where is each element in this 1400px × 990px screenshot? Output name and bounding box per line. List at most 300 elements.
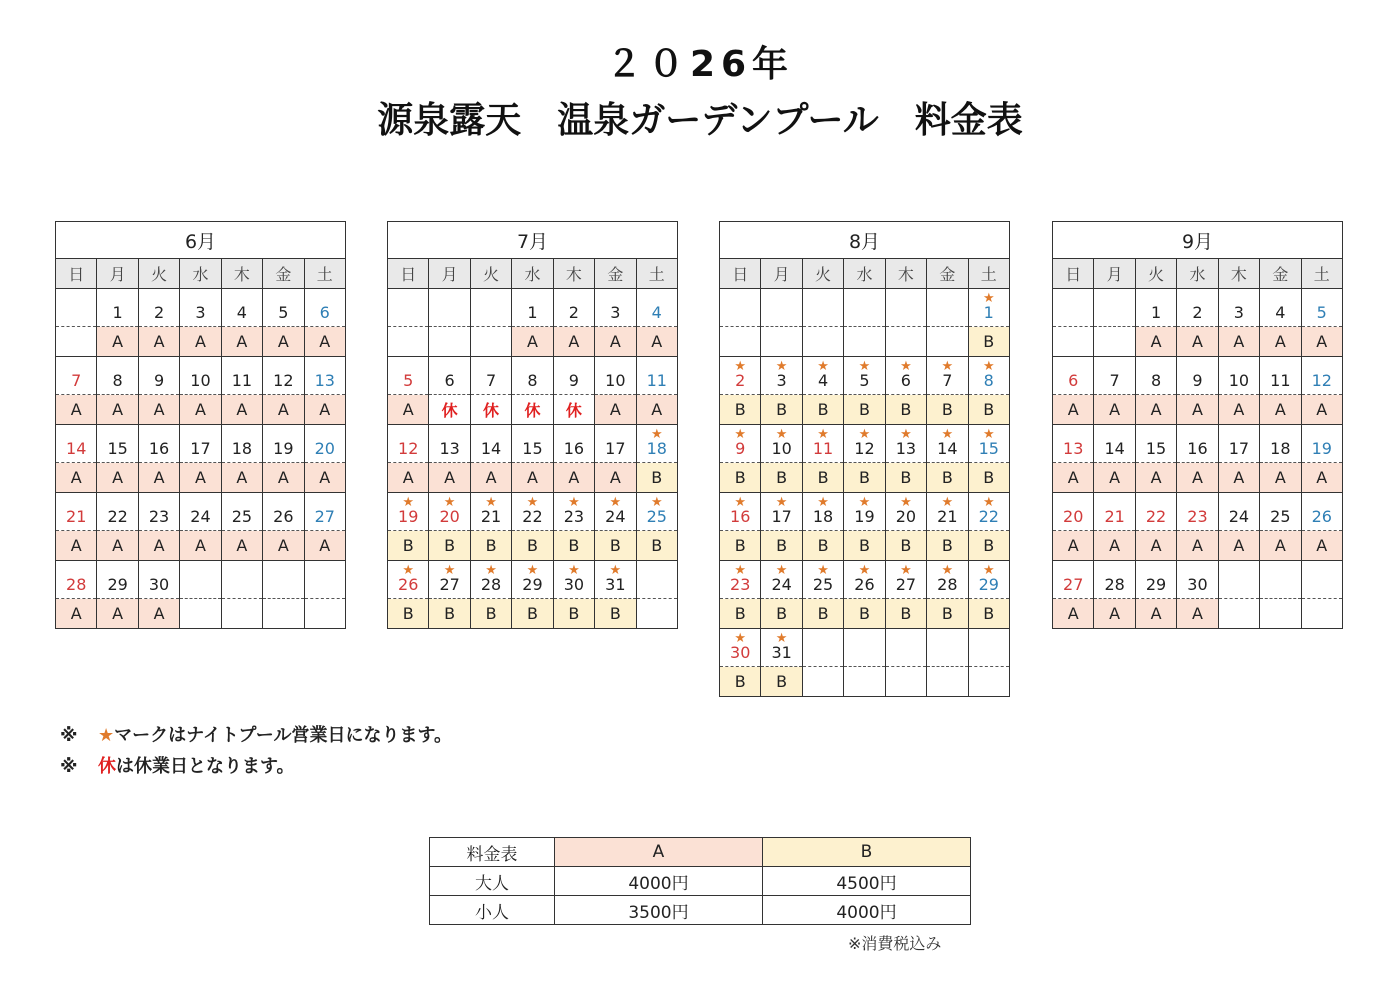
day-number: [803, 662, 843, 666]
date-cell: [761, 289, 802, 327]
date-cell: [1177, 561, 1218, 599]
fee-cell: A: [595, 463, 636, 493]
fee-cell: A: [1260, 531, 1301, 561]
fee-cell: [968, 667, 1009, 697]
note-night-pool: [60, 723, 452, 754]
fee-cell: B: [470, 599, 511, 629]
date-cell: [761, 425, 802, 463]
day-number: [222, 594, 262, 598]
date-row: [56, 357, 346, 395]
month-header-row: [388, 222, 678, 259]
day-number: 16: [1187, 439, 1208, 458]
date-cell: [720, 561, 761, 599]
date-cell: [138, 561, 179, 599]
day-number: 12: [273, 371, 294, 390]
day-number: 4: [1275, 303, 1286, 322]
date-cell: [802, 561, 843, 599]
fee-cell: A: [263, 327, 304, 357]
fee-cell: 休: [512, 395, 553, 425]
day-number: 17: [771, 507, 792, 526]
star-icon: ★: [775, 495, 788, 510]
weekday-row: [720, 259, 1010, 289]
day-number: 7: [71, 371, 82, 390]
fee-cell: A: [263, 395, 304, 425]
date-cell: [1094, 289, 1135, 327]
star-icon: ★: [900, 563, 912, 578]
star-icon: ★: [526, 563, 539, 578]
weekday-cell: 水: [512, 259, 553, 289]
date-cell: [636, 289, 677, 327]
date-cell: [56, 493, 97, 531]
fee-cell: [1301, 599, 1342, 629]
date-cell: [927, 561, 968, 599]
weekday-cell: 月: [97, 259, 138, 289]
day-number: 10: [190, 371, 211, 390]
day-number: 2: [1192, 303, 1203, 322]
star-icon: ★: [402, 495, 415, 510]
weekday-cell: 木: [1218, 259, 1259, 289]
day-number: 24: [771, 575, 792, 594]
weekday-cell: 金: [1260, 259, 1301, 289]
day-number: 29: [1145, 575, 1167, 594]
month-label: 6月: [56, 222, 346, 259]
date-cell: [429, 561, 470, 599]
fee-row: [1053, 327, 1343, 357]
fee-cell: A: [1053, 599, 1094, 629]
fee-cell: A: [1053, 463, 1094, 493]
date-row: [1053, 289, 1343, 327]
fee-cell: A: [304, 531, 345, 561]
price-b-value: 4500円: [763, 867, 971, 896]
star-icon: ★: [982, 427, 995, 442]
day-number: [388, 322, 428, 326]
date-cell: [595, 289, 636, 327]
day-number: 3: [195, 303, 206, 322]
day-number: 18: [646, 439, 667, 458]
fee-cell: A: [1260, 327, 1301, 357]
day-number: 22: [107, 507, 128, 526]
date-cell: [470, 493, 511, 531]
fee-cell: B: [885, 531, 926, 561]
date-cell: [1260, 357, 1301, 395]
day-number: 18: [231, 439, 253, 458]
star-icon: ★: [775, 563, 788, 578]
weekday-cell: 水: [844, 259, 885, 289]
month-label: 8月: [720, 222, 1010, 259]
date-cell: [1260, 561, 1301, 599]
day-number: 18: [1270, 439, 1291, 458]
fee-cell: A: [429, 463, 470, 493]
date-cell: [761, 629, 802, 667]
fee-cell: B: [761, 599, 802, 629]
fee-row: [720, 395, 1010, 425]
day-number: 8: [1150, 371, 1162, 390]
fee-cell: A: [304, 327, 345, 357]
date-cell: [263, 425, 304, 463]
fee-cell: A: [1177, 327, 1218, 357]
fee-cell: B: [802, 599, 843, 629]
fee-cell: [802, 327, 843, 357]
date-cell: [802, 289, 843, 327]
fee-cell: A: [553, 463, 594, 493]
fee-cell: A: [1301, 327, 1342, 357]
day-number: 20: [895, 507, 917, 526]
fee-cell: B: [844, 395, 885, 425]
fee-cell: A: [1135, 599, 1176, 629]
fee-cell: B: [553, 531, 594, 561]
date-row: [56, 425, 346, 463]
day-number: 22: [522, 507, 543, 526]
fee-row: [388, 395, 678, 425]
date-cell: [1301, 493, 1342, 531]
calendar-table: [719, 221, 1010, 697]
fee-cell: B: [761, 531, 802, 561]
star-icon: ★: [817, 563, 829, 578]
fee-cell: A: [138, 327, 179, 357]
date-cell: [1053, 493, 1094, 531]
star-icon: ★: [568, 563, 580, 578]
date-row: [720, 561, 1010, 599]
fee-cell: B: [885, 395, 926, 425]
star-icon: ★: [734, 563, 747, 578]
day-number: 20: [314, 439, 335, 458]
date-cell: [595, 493, 636, 531]
date-cell: [636, 357, 677, 395]
fee-row: [1053, 531, 1343, 561]
day-number: 15: [1145, 439, 1167, 458]
star-icon: ★: [900, 359, 912, 374]
fee-cell: B: [968, 463, 1009, 493]
star-icon: ★: [609, 495, 622, 510]
day-number: 11: [646, 371, 667, 390]
date-cell: [968, 425, 1009, 463]
day-number: 24: [605, 507, 626, 526]
date-cell: [304, 561, 345, 599]
star-icon: ★: [817, 359, 829, 374]
date-row: [388, 561, 678, 599]
date-cell: [304, 493, 345, 531]
fee-cell: B: [553, 599, 594, 629]
day-number: 20: [439, 507, 460, 526]
day-number: 31: [771, 643, 792, 662]
date-row: [388, 425, 678, 463]
month-header-row: [720, 222, 1010, 259]
day-number: 9: [1192, 371, 1203, 390]
fee-cell: A: [1260, 395, 1301, 425]
day-number: 21: [480, 507, 502, 526]
day-number: 4: [817, 371, 829, 390]
date-cell: [927, 629, 968, 667]
day-number: 15: [107, 439, 128, 458]
date-cell: [1218, 425, 1259, 463]
date-cell: [885, 357, 926, 395]
day-number: 16: [563, 439, 585, 458]
fee-cell: A: [221, 463, 262, 493]
fee-cell: B: [595, 531, 636, 561]
fee-row: [56, 531, 346, 561]
date-cell: [553, 493, 594, 531]
day-number: [761, 322, 801, 326]
day-number: 30: [1187, 575, 1208, 594]
fee-cell: B: [927, 395, 968, 425]
day-number: 6: [900, 371, 911, 390]
fee-cell: [844, 327, 885, 357]
price-row-adult: [430, 867, 971, 896]
day-number: 26: [854, 575, 875, 594]
star-icon: ★: [858, 495, 871, 510]
fee-cell: A: [138, 463, 179, 493]
title-year: ２０26年: [605, 44, 795, 85]
fee-cell: B: [720, 667, 761, 697]
fee-cell: A: [1218, 395, 1259, 425]
date-cell: [885, 629, 926, 667]
date-cell: [470, 289, 511, 327]
day-number: 21: [66, 507, 87, 526]
date-cell: [761, 493, 802, 531]
date-cell: [56, 561, 97, 599]
fee-cell: B: [720, 599, 761, 629]
day-number: 5: [859, 371, 870, 390]
star-icon: ★: [734, 631, 747, 646]
day-number: [637, 594, 677, 598]
date-cell: [720, 289, 761, 327]
star-icon: ★: [609, 563, 622, 578]
fee-cell: A: [388, 463, 429, 493]
fee-cell: A: [138, 531, 179, 561]
date-row: [56, 493, 346, 531]
fee-cell: [388, 327, 429, 357]
fee-cell: [1053, 327, 1094, 357]
star-icon: ★: [526, 495, 539, 510]
star-icon: ★: [982, 291, 995, 306]
weekday-cell: 木: [885, 259, 926, 289]
day-number: [56, 322, 96, 326]
date-row: [720, 629, 1010, 667]
fee-cell: [56, 327, 97, 357]
fee-cell: B: [636, 531, 677, 561]
fee-cell: [885, 327, 926, 357]
day-number: 12: [854, 439, 875, 458]
day-number: 8: [527, 371, 538, 390]
fee-cell: [429, 327, 470, 357]
day-number: 25: [231, 507, 253, 526]
date-cell: [97, 357, 138, 395]
day-number: 3: [610, 303, 621, 322]
day-number: [305, 594, 345, 598]
day-number: 12: [398, 439, 419, 458]
date-cell: [221, 425, 262, 463]
date-cell: [470, 425, 511, 463]
weekday-cell: 日: [720, 259, 761, 289]
fee-cell: A: [1218, 327, 1259, 357]
fee-cell: A: [180, 327, 221, 357]
day-number: 7: [1109, 371, 1120, 390]
fee-row: [720, 463, 1010, 493]
day-number: 19: [273, 439, 294, 458]
day-number: 25: [812, 575, 834, 594]
fee-row: [56, 599, 346, 629]
day-number: 26: [1311, 507, 1332, 526]
day-number: 20: [1063, 507, 1084, 526]
day-number: 23: [148, 507, 170, 526]
date-cell: [263, 289, 304, 327]
date-cell: [844, 289, 885, 327]
fee-row: [720, 599, 1010, 629]
day-number: 12: [1311, 371, 1332, 390]
date-cell: [1094, 493, 1135, 531]
weekday-cell: 月: [429, 259, 470, 289]
star-icon: ★: [982, 359, 995, 374]
day-number: 14: [1104, 439, 1125, 458]
day-number: 14: [937, 439, 958, 458]
fee-cell: [1260, 599, 1301, 629]
date-cell: [429, 493, 470, 531]
fee-cell: A: [97, 599, 138, 629]
day-number: 27: [895, 575, 917, 594]
fee-cell: A: [1094, 599, 1135, 629]
date-row: [388, 493, 678, 531]
day-number: 25: [646, 507, 667, 526]
fee-cell: A: [56, 463, 97, 493]
weekday-cell: 火: [470, 259, 511, 289]
date-cell: [720, 493, 761, 531]
date-row: [388, 357, 678, 395]
day-number: 9: [568, 371, 579, 390]
fee-cell: B: [844, 463, 885, 493]
day-number: 24: [190, 507, 211, 526]
price-category: 小人: [430, 896, 555, 925]
weekday-cell: 木: [221, 259, 262, 289]
fee-cell: A: [1053, 531, 1094, 561]
date-row: [56, 561, 346, 599]
day-number: 9: [735, 439, 746, 458]
closed-mark: 休: [98, 756, 116, 777]
date-cell: [138, 289, 179, 327]
date-cell: [304, 289, 345, 327]
day-number: 29: [978, 575, 999, 594]
star-icon: ★: [982, 563, 995, 578]
date-cell: [720, 629, 761, 667]
fee-cell: A: [221, 531, 262, 561]
day-number: 29: [107, 575, 128, 594]
weekday-cell: 土: [1301, 259, 1342, 289]
day-number: 29: [522, 575, 543, 594]
fee-cell: A: [180, 531, 221, 561]
date-cell: [1053, 425, 1094, 463]
day-number: 5: [278, 303, 289, 322]
star-icon: ★: [858, 427, 871, 442]
fee-cell: A: [595, 395, 636, 425]
weekday-cell: 火: [1135, 259, 1176, 289]
weekday-cell: 水: [1177, 259, 1218, 289]
date-cell: [1135, 493, 1176, 531]
date-cell: [1301, 289, 1342, 327]
day-number: 7: [485, 371, 497, 390]
date-cell: [512, 425, 553, 463]
fee-cell: 休: [470, 395, 511, 425]
price-header-a: A: [555, 838, 763, 867]
fee-cell: 休: [429, 395, 470, 425]
day-number: [429, 322, 469, 326]
fee-row: [388, 463, 678, 493]
date-cell: [470, 357, 511, 395]
day-number: 19: [854, 507, 875, 526]
star-icon: ★: [485, 563, 497, 578]
fee-row: [1053, 395, 1343, 425]
fee-cell: [263, 599, 304, 629]
date-cell: [1053, 561, 1094, 599]
fee-cell: [180, 599, 221, 629]
day-number: 23: [730, 575, 751, 594]
date-cell: [553, 425, 594, 463]
fee-cell: A: [1301, 395, 1342, 425]
note-prefix: ※: [60, 725, 78, 746]
star-icon: ★: [941, 495, 954, 510]
date-row: [1053, 493, 1343, 531]
month-label: 7月: [388, 222, 678, 259]
fee-cell: B: [720, 395, 761, 425]
day-number: [1094, 322, 1134, 326]
fee-cell: A: [1301, 531, 1342, 561]
date-cell: [512, 561, 553, 599]
date-cell: [844, 357, 885, 395]
date-cell: [180, 493, 221, 531]
fee-cell: B: [512, 531, 553, 561]
date-cell: [1135, 289, 1176, 327]
date-cell: [1301, 425, 1342, 463]
date-cell: [927, 425, 968, 463]
date-cell: [968, 357, 1009, 395]
date-cell: [927, 289, 968, 327]
note-prefix: ※: [60, 756, 78, 777]
day-number: 19: [398, 507, 419, 526]
calendar-table: [387, 221, 678, 629]
fee-cell: A: [470, 463, 511, 493]
star-icon: ★: [734, 427, 747, 442]
fee-row: [720, 531, 1010, 561]
fee-cell: A: [553, 327, 594, 357]
star-icon: ★: [650, 427, 663, 442]
star-icon: ★: [775, 427, 788, 442]
date-cell: [429, 425, 470, 463]
star-icon: ★: [817, 495, 829, 510]
fee-cell: A: [1218, 463, 1259, 493]
date-cell: [221, 493, 262, 531]
day-number: 5: [1316, 303, 1327, 322]
fee-cell: B: [595, 599, 636, 629]
day-number: [969, 662, 1009, 666]
fee-cell: B: [720, 463, 761, 493]
fee-cell: A: [1135, 327, 1176, 357]
day-number: 25: [1270, 507, 1291, 526]
day-number: 28: [1104, 575, 1125, 594]
day-number: 27: [1063, 575, 1084, 594]
day-number: 11: [1270, 371, 1291, 390]
day-number: 11: [812, 439, 834, 458]
date-cell: [1094, 425, 1135, 463]
day-number: 8: [983, 371, 994, 390]
price-row-child: [430, 896, 971, 925]
day-number: 9: [153, 371, 165, 390]
date-cell: [553, 357, 594, 395]
date-cell: [885, 289, 926, 327]
date-cell: [636, 493, 677, 531]
star-icon: ★: [775, 359, 788, 374]
fee-cell: B: [429, 599, 470, 629]
date-cell: [927, 493, 968, 531]
weekday-cell: 土: [304, 259, 345, 289]
day-number: 14: [66, 439, 87, 458]
